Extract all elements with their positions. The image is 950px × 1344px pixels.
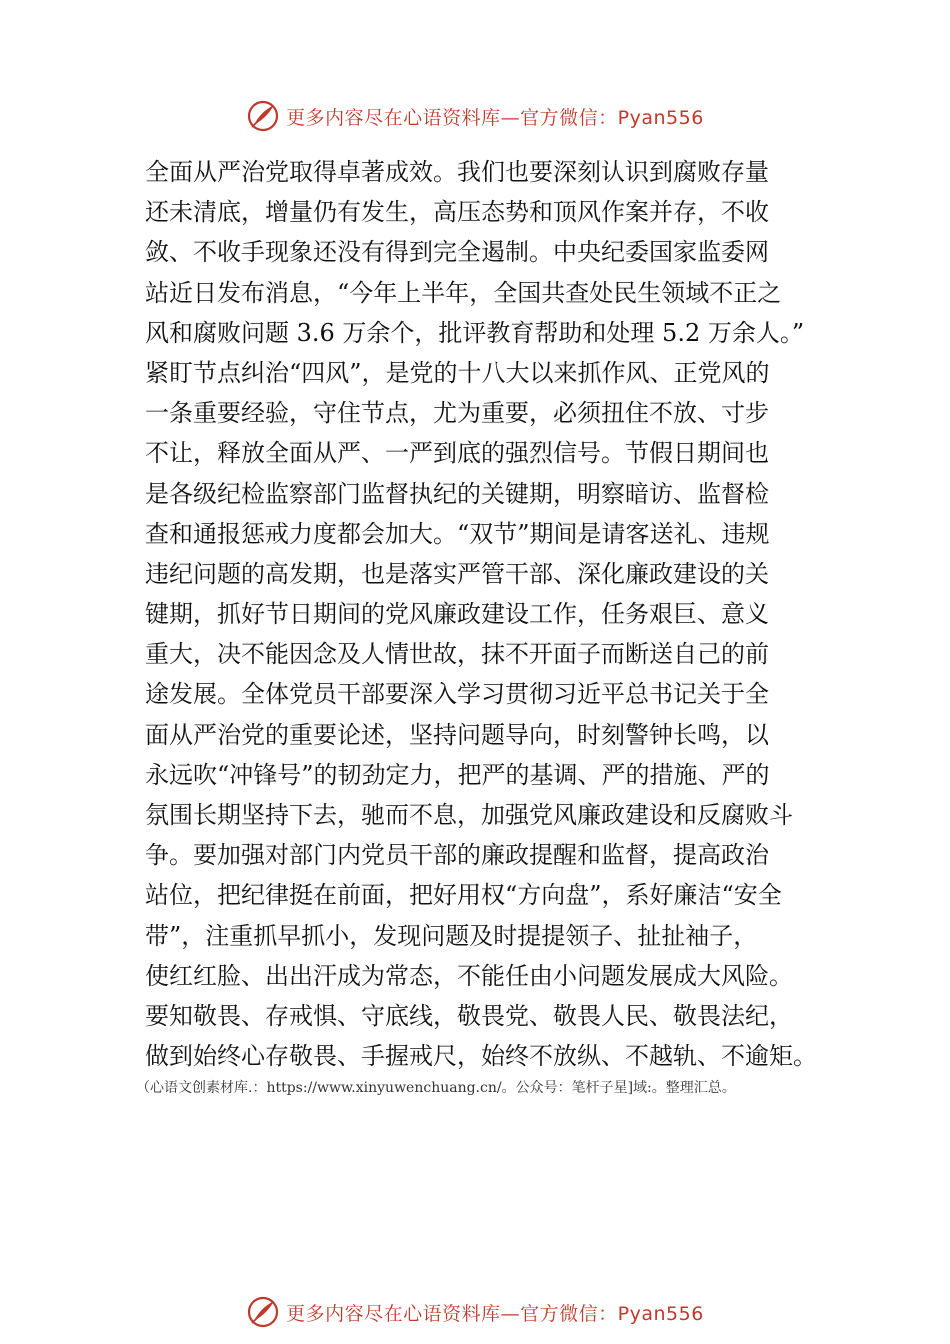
body-line: 争。要加强对部门内党员干部的廉政提醒和监督，提高政治 (145, 841, 769, 870)
banner-wechat-handle: Pyan556 (617, 106, 704, 129)
body-line: 一条重要经验，守住节点，尤为重要，必须扭住不放、寸步 (145, 399, 769, 428)
body-line: 还未清底，增量仍有发生，高压态势和顶风作案并存，不收 (145, 198, 769, 227)
banner-content (246, 99, 704, 133)
footer-banner (0, 1292, 950, 1332)
banner-text (286, 103, 704, 130)
body-line: 风和腐败问题 3.6 万余个，批评教育帮助和处理 5.2 万余人。” (145, 318, 805, 347)
body-line: 途发展。全体党员干部要深入学习贯彻习近平总书记关于全 (145, 680, 769, 709)
article-body (145, 152, 825, 1076)
body-line: 永远吹“冲锋号”的韧劲定力，把严的基调、严的措施、严的 (145, 760, 770, 789)
banner-wechat-handle: Pyan556 (617, 1302, 704, 1325)
body-line: 查和通报惩戒力度都会加大。“双节”期间是请客送礼、违规 (145, 519, 770, 548)
body-line: 带”，注重抓早抓小，发现问题及时提提领子、扯扯袖子， (145, 921, 758, 950)
source-note: （心语文创素材库.：https://www.xinyuwenchuang.cn/。公众号：笔杆子星]域:。整理汇总。 (136, 1080, 736, 1096)
header-banner (0, 96, 950, 136)
banner-content (246, 1295, 704, 1329)
body-line: 全面从严治党取得卓著成效。我们也要深刻认识到腐败存量 (145, 158, 769, 186)
body-line: 站近日发布消息，“今年上半年，全国共查处民生领域不正之 (145, 278, 782, 307)
body-line: 做到始终心存敬畏、手握戒尺，始终不放纵、不越轨、不逾矩。 (145, 1042, 817, 1071)
body-line: 违纪问题的高发期，也是落实严管干部、深化廉政建设的关 (145, 559, 769, 588)
body-line: 氛围长期坚持下去，驰而不息，加强党风廉政建设和反腐败斗 (145, 801, 793, 829)
banner-text-cn: 更多内容尽在心语资料库—官方微信： (286, 1302, 618, 1325)
body-line: 紧盯节点纠治“四风”，是党的十八大以来抓作风、正党风的 (145, 358, 770, 387)
body-line: 是各级纪检监察部门监督执纪的关键期，明察暗访、监督检 (145, 479, 769, 508)
body-line: 站位，把纪律挺在前面，把好用权“方向盘”，系好廉洁“安全 (145, 881, 782, 910)
body-line: 不让，释放全面从严、一严到底的强烈信号。节假日期间也 (145, 439, 769, 468)
body-line: 要知敬畏、存戒惧、守底线，敬畏党、敬畏人民、敬畏法纪， (145, 1001, 793, 1030)
banner-text-cn: 更多内容尽在心语资料库—官方微信： (286, 106, 618, 129)
quill-logo-icon (246, 99, 280, 133)
body-line: 面从严治党的重要论述，坚持问题导向，时刻警钟长鸣，以 (145, 720, 769, 749)
banner-text (286, 1299, 704, 1326)
quill-logo-icon (246, 1295, 280, 1329)
body-line: 敛、不收手现象还没有得到完全遏制。中央纪委国家监委网 (145, 238, 769, 267)
body-line: 使红红脸、出出汗成为常态，不能任由小问题发展成大风险。 (145, 961, 793, 990)
body-line: 重大，决不能因念及人情世故，抹不开面子而断送自己的前 (145, 640, 769, 669)
body-line: 键期，抓好节日期间的党风廉政建设工作，任务艰巨、意义 (145, 600, 769, 629)
